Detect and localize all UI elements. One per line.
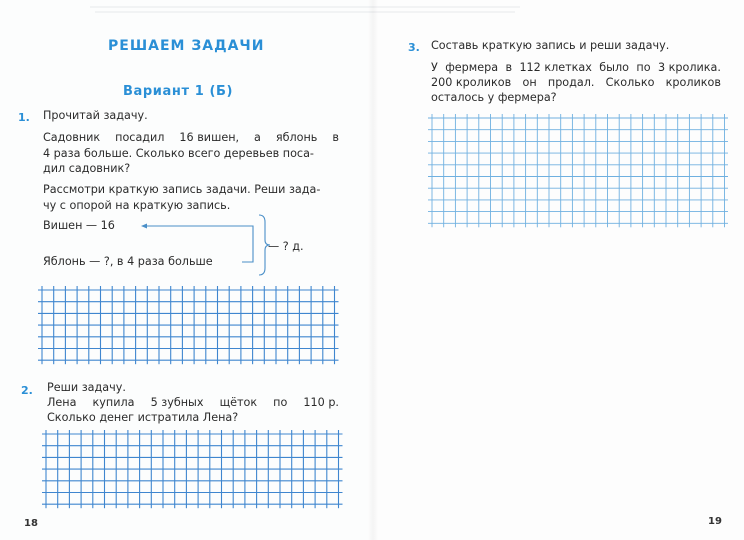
word: 5 зубных xyxy=(150,396,204,409)
word: по xyxy=(636,61,651,74)
answer-grid-task3[interactable] xyxy=(428,114,728,236)
problem-line xyxy=(431,75,721,91)
word: 112 клетках xyxy=(519,61,592,74)
variant-heading: Вариант 1 (Б) xyxy=(123,84,234,99)
page-title: РЕШАЕМ ЗАДАЧИ xyxy=(108,38,265,54)
bleed-through-mark xyxy=(95,11,515,13)
task-instruction: Составь краткую запись и реши задачу. xyxy=(431,39,670,52)
word: было xyxy=(599,61,630,74)
problem-line xyxy=(431,60,721,76)
short-record-total: — ? д. xyxy=(268,240,304,253)
word: щёток xyxy=(219,396,258,409)
word: Сколько xyxy=(605,76,655,89)
task-number: 2. xyxy=(21,384,33,397)
task-problem-text xyxy=(43,130,339,177)
problem-line xyxy=(47,395,339,411)
task-hint-text xyxy=(43,182,339,213)
bleed-through-mark xyxy=(90,6,520,8)
word: фермера xyxy=(445,61,499,74)
task-instruction: Прочитай задачу. xyxy=(43,109,148,122)
task-instruction: Реши задачу. xyxy=(47,381,126,394)
hint-line: Рассмотри краткую запись задачи. Реши зада- xyxy=(43,183,321,196)
short-record-diagram xyxy=(135,210,335,280)
page-number-right: 19 xyxy=(708,516,722,527)
task-number: 3. xyxy=(408,41,420,54)
word: по xyxy=(273,396,288,409)
problem-line: дил садовник? xyxy=(43,162,131,175)
book-spine xyxy=(368,0,378,540)
word: Лена xyxy=(47,396,77,409)
answer-grid-task2[interactable] xyxy=(42,430,346,512)
problem-line: Садовник посадил 16 вишен, а яблонь в xyxy=(43,131,339,144)
short-record-row-cherries: Вишен — 16 xyxy=(43,219,115,232)
problem-line: 4 раза больше. Сколько всего деревьев поса- xyxy=(43,146,314,160)
relation-arrow xyxy=(145,226,253,262)
short-record-row-apples: Яблонь — ?, в 4 раза больше xyxy=(43,255,213,268)
word: 110 р. xyxy=(303,396,339,409)
problem-line: Сколько денег истратила Лена? xyxy=(47,411,239,424)
word: он xyxy=(522,76,537,89)
word: кроликов xyxy=(665,76,721,89)
word: 200 кроликов xyxy=(431,76,512,89)
word: в xyxy=(505,61,513,74)
hint-line: чу с опорой на краткую запись. xyxy=(43,198,231,212)
problem-line: осталось у фермера? xyxy=(431,91,557,104)
word: продал. xyxy=(547,76,595,89)
page-number-left: 18 xyxy=(24,518,38,529)
word: У xyxy=(431,61,438,74)
answer-grid-task1[interactable] xyxy=(38,286,342,370)
word: 3 кролика. xyxy=(657,61,721,74)
task-number: 1. xyxy=(18,111,30,124)
word: купила xyxy=(92,396,135,409)
arrow-head-icon xyxy=(141,224,147,229)
